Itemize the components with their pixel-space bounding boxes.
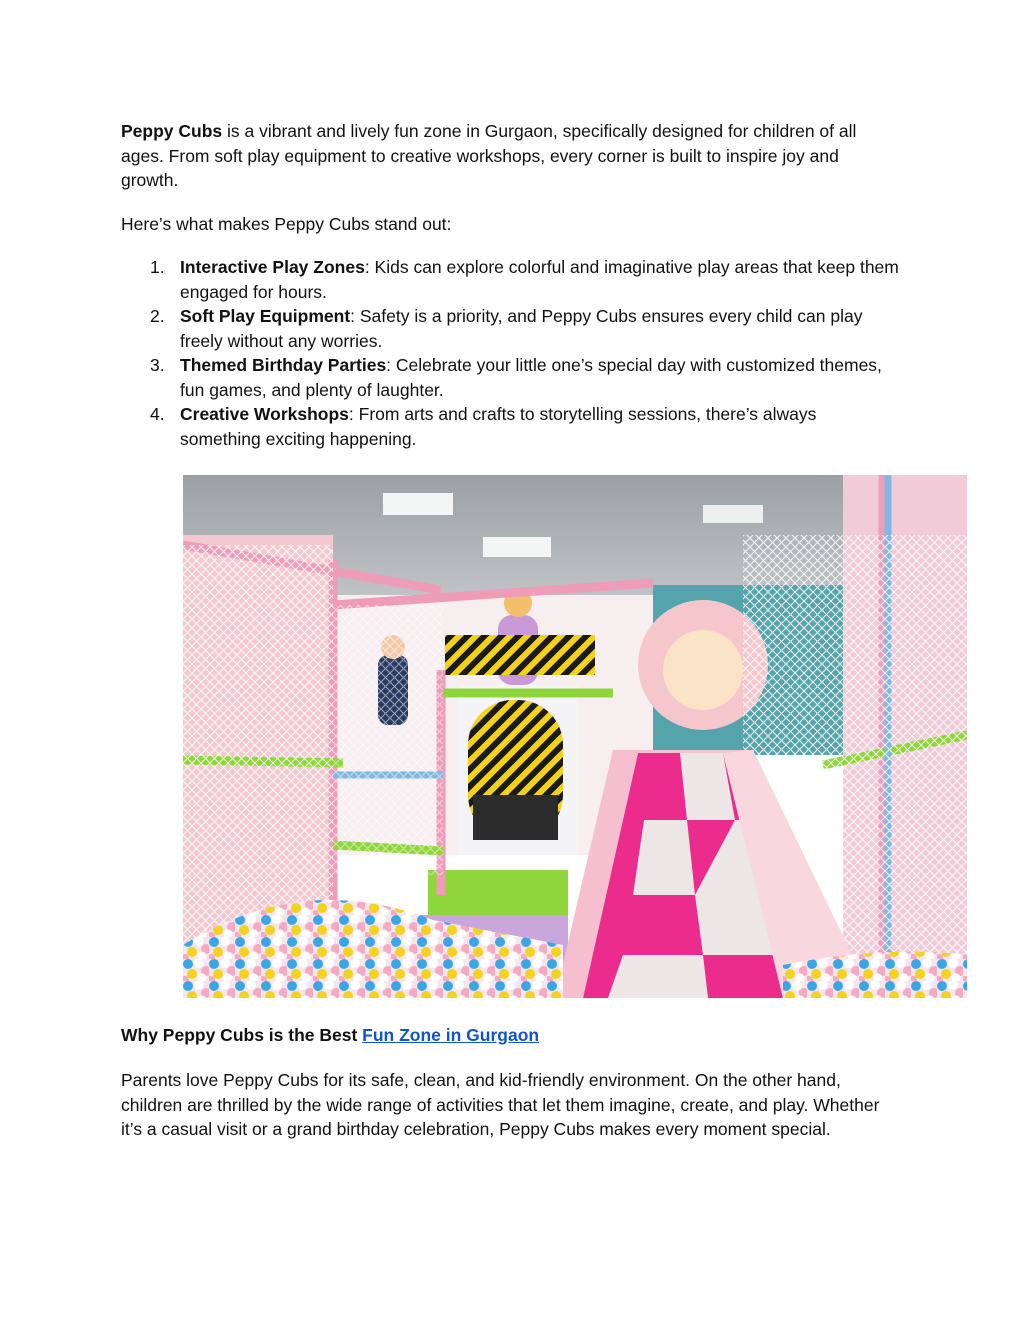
features-lead: Here’s what makes Peppy Cubs stand out: [121, 213, 452, 234]
why-paragraph: Parents love Peppy Cubs for its safe, clean, and kid-friendly environment. On the other hand, children are thrilled by the wide range of activities that let them imagine, create, and play. Whether it’s a casual visit or a grand birthday celebration, Peppy Cubs makes every moment special. [121, 1070, 880, 1139]
list-number: 4. [150, 404, 165, 424]
list-number: 1. [150, 257, 165, 277]
soft-play-area-photo [183, 475, 967, 998]
section-heading [121, 1023, 539, 1048]
feature-text: : Safety is a priority, and Peppy Cubs ensures every child can play freely without any worries. [180, 306, 863, 351]
feature-title: Interactive Play Zones [180, 257, 365, 277]
list-item [121, 353, 901, 402]
feature-text: : Kids can explore colorful and imaginative play areas that keep them engaged for hours. [180, 257, 899, 302]
section-heading-text: Why Peppy Cubs is the Best [121, 1025, 363, 1045]
list-item [121, 255, 901, 304]
feature-text: : From arts and crafts to storytelling sessions, there’s always something exciting happening. [180, 404, 817, 449]
intro-brand: Peppy Cubs [121, 121, 223, 141]
feature-title: Soft Play Equipment [180, 306, 351, 326]
list-item [121, 402, 901, 451]
intro-text: is a vibrant and lively fun zone in Gurgaon, specifically designed for children of all ages. From soft play equipment to creative workshops, every corner is built to inspire joy and growth. [121, 121, 857, 190]
list-number: 2. [150, 306, 165, 326]
intro-paragraph [121, 119, 901, 193]
document-body [121, 119, 901, 451]
feature-title: Themed Birthday Parties [180, 355, 387, 375]
feature-text: : Celebrate your little one’s special day with customized themes, fun games, and plenty of laughter. [180, 355, 882, 400]
list-item [121, 304, 901, 353]
fun-zone-link[interactable]: Fun Zone in Gurgaon [362, 1025, 540, 1045]
features-list [121, 255, 901, 451]
photo-illustration [183, 475, 967, 998]
list-number: 3. [150, 355, 165, 375]
feature-title: Creative Workshops [180, 404, 349, 424]
